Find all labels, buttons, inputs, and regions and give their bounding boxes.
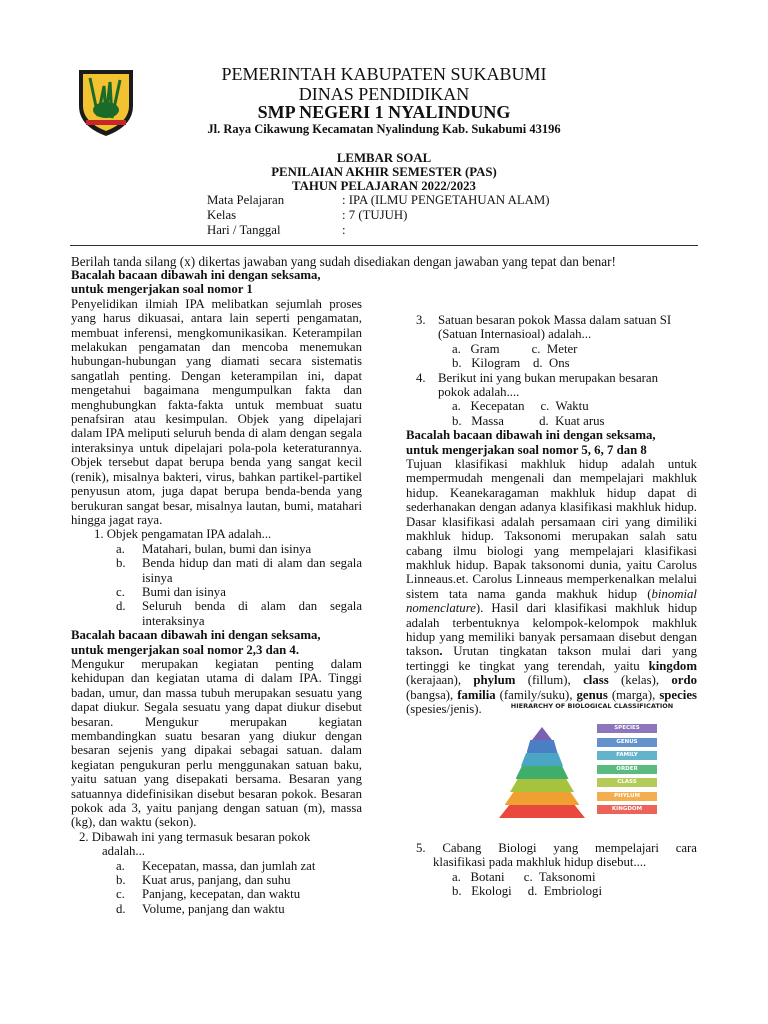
options-3-row2[interactable]: b. Kilogram d. Ons xyxy=(452,356,570,371)
date-label: Hari / Tanggal xyxy=(207,223,281,237)
question-5: 5. Cabang Biologi yang mempelajari cara xyxy=(416,841,697,855)
option-2b[interactable]: b. Kuat arus, panjang, dan suhu xyxy=(116,873,291,888)
reading-passage-3: Tujuan klasifikasi makhluk hidup adalah untuk mempermudah mengenali dan mempelajari makhluk hidup. Keanekaragaman makhluk hidup dapat di sederhanakan dengan adanya klasifikasi makhluk hidup. Dasar klasifikasi adalah persamaan ciri yang dimiliki makhluk hidup. Taksonomi merupakan salah satu cabang ilmu biologi yang mempelajari klasifikasi makhluk hidup. Bapak taksonomi dunia, yaitu Carolus Linneaus.et. Carolus Linneaus memperkenalkan melalui sistem tata nama ganda makhuk hidup (binomial nomenclature). Hasil dari klasifikasi makhluk hidup adalah terbentuknya kelompok-kelompok makhluk hidup yang memiliki banyak persamaan disebut dengan takson. Urutan tingkatan takson mulai dari yang tertinggi ke tingkat yang terendah, yaitu kingdom (kerajaan), phylum (fillum), class (kelas), ordo (bangsa), familia (family/suku), genus (marga), species (spesies/jenis). xyxy=(406,457,697,716)
question-4: 4. Berikut ini yang bukan merupakan besaran xyxy=(416,370,658,385)
sheet-title: LEMBAR SOAL xyxy=(336,151,432,165)
options-4-row1[interactable]: a. Kecepatan c. Waktu xyxy=(452,399,589,414)
options-5-row2[interactable]: b. Ekologi d. Embriologi xyxy=(452,884,603,899)
dept-header: DINAS PENDIDIKAN xyxy=(298,84,470,104)
level-label-species: SPECIES xyxy=(597,724,657,733)
left-column xyxy=(71,268,362,916)
class-label: Kelas xyxy=(207,208,237,222)
level-label-genus: GENUS xyxy=(597,738,657,747)
level-label-order: ORDER xyxy=(597,765,657,774)
school-address: Jl. Raya Cikawung Kecamatan Nyalindung Kab. Sukabumi 43196 xyxy=(207,122,561,136)
date-value: : xyxy=(342,223,346,237)
classification-hierarchy-figure xyxy=(492,702,692,827)
exam-title: PENILAIAN AKHIR SEMESTER (PAS) xyxy=(271,165,497,179)
header-divider xyxy=(70,245,698,246)
reading-heading-2b: untuk mengerjakan soal nomor 2,3 dan 4. xyxy=(71,642,300,657)
figure-title: HIERARCHY OF BIOLOGICAL CLASSIFICATION xyxy=(510,702,674,710)
options-4-row2[interactable]: b. Massa d. Kuat arus xyxy=(452,413,605,428)
level-label-kingdom: KINGDOM xyxy=(597,805,657,814)
right-column xyxy=(406,313,697,716)
level-label-class: CLASS xyxy=(597,778,657,787)
reading-heading-1: Bacalah bacaan dibawah ini dengan seksama, xyxy=(71,268,321,282)
school-year: TAHUN PELAJARAN 2022/2023 xyxy=(292,179,476,193)
gov-header: PEMERINTAH KABUPATEN SUKABUMI xyxy=(221,64,547,84)
option-2c[interactable]: c. Panjang, kecepatan, dan waktu xyxy=(116,887,301,902)
reading-heading-3: Bacalah bacaan dibawah ini dengan seksama, xyxy=(406,428,656,443)
level-label-family: FAMILY xyxy=(597,751,657,760)
reading-heading-2: Bacalah bacaan dibawah ini dengan seksama, xyxy=(71,628,321,643)
option-1c[interactable]: c. Bumi dan isinya xyxy=(116,584,226,599)
question-5-block xyxy=(406,841,697,899)
question-1: 1. Objek pengamatan IPA adalah... xyxy=(94,527,272,542)
reading-heading-1b: untuk mengerjakan soal nomor 1 xyxy=(71,282,253,297)
instruction: Berilah tanda silang (x) dikertas jawaban yang sudah disediakan dengan jawaban yang tepat dan benar! xyxy=(71,254,616,269)
option-2d[interactable]: d. Volume, panjang dan waktu xyxy=(116,901,285,916)
option-1b[interactable]: b. Benda hidup dan mati di alam dan segala isinya xyxy=(116,556,362,585)
options-3-row1[interactable]: a. Gram c. Meter xyxy=(452,341,578,356)
question-4-cont: pokok adalah.... xyxy=(438,385,520,400)
question-2-cont: adalah... xyxy=(102,844,145,859)
class-value: : 7 (TUJUH) xyxy=(342,208,408,222)
reading-passage-2: Mengukur merupakan kegiatan penting dalam kehidupan dan kegiatan utama di dalam IPA. Tinggi badan, umur, dan massa tubuh merupakan sesuatu yang dapat diukur. Segala sesuatu yang dapat diukur disebut besaran. Mengukur merupakan kegiatan membandingkan suatu besaran yang diukur dengan besaran sejenis yang dipakai sebagai satuan. dalam kegiatan pengukuran perlu menggunakan satuan baku, yaitu satuan yang disepakati bersama. Besaran yang satuannya didefinisikan disebut besaran pokok. Besaran pokok ada 3, yaitu panjang dengan satuan (m), massa (kg), dan waktu (sekon). xyxy=(71,656,362,830)
option-1d[interactable]: d. Seluruh benda di alam dan segala interaksinya xyxy=(116,599,362,628)
question-3-cont: (Satuan Internasioal) adalah... xyxy=(438,327,592,342)
subject-value: : IPA (ILMU PENGETAHUAN ALAM) xyxy=(342,193,550,207)
reading-passage-1: Penyelidikan ilmiah IPA melibatkan sejumlah proses yang harus dikuasai, antara lain seperti pengamatan, membuat inferensi, mengkomunikasikan. Keterampilan melakukan pengamatan dan mencoba menemukan hubungan-hubungan yang diamati secara sistematis sangatlah penting. Dengan keterampilan ini, dapat mengetahui bagaimana mengumpulkan fakta dan menghubungkan fakta-fakta untuk membuat suatu penafsiran atau kesimpulan. Objek yang dipelajari dalam IPA meliputi seluruh benda di alam dengan segala interaksinya untuk dipelajari pola-pola keteraturannya. Objek tersebut dapat berupa benda yang sangat kecil (renik), misalnya bakteri, virus, bahkan partikel-partikel penyusun atom, juga dapat berupa benda-benda yang berukuran sangat besar, misalnya lautan, bumi, matahari hingga jagat raya. xyxy=(71,296,362,527)
option-2a[interactable]: a. Kecepatan, massa, dan jumlah zat xyxy=(116,858,316,873)
reading-heading-3b: untuk mengerjakan soal nomor 5, 6, 7 dan 8 xyxy=(406,442,647,457)
option-1a[interactable]: a. Matahari, bulan, bumi dan isinya xyxy=(116,541,312,556)
subject-label: Mata Pelajaran xyxy=(207,193,285,207)
school-name: SMP NEGERI 1 NYALINDUNG xyxy=(257,102,511,122)
question-3: 3. Satuan besaran pokok Massa dalam satuan SI xyxy=(416,313,672,327)
question-2: 2. Dibawah ini yang termasuk besaran pokok xyxy=(79,829,311,844)
options-5-row1[interactable]: a. Botani c. Taksonomi xyxy=(452,869,596,884)
level-labels xyxy=(517,724,697,824)
question-5-cont: klasifikasi pada makhluk hidup disebut.... xyxy=(433,855,647,870)
level-label-phylum: PHYLUM xyxy=(597,792,657,801)
